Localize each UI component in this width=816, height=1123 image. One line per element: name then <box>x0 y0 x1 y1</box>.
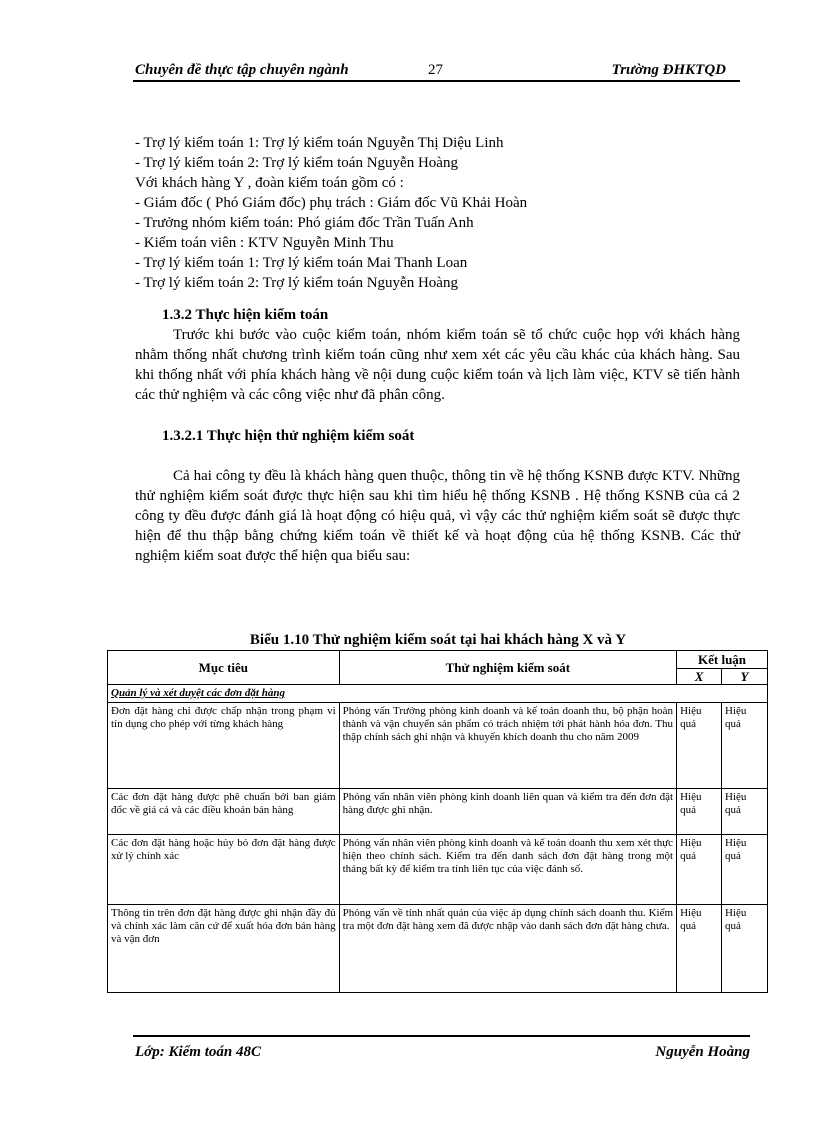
cell-test: Phỏng vấn Trưởng phòng kinh doanh và kế toán doanh thu, bộ phận hoàn thành và vận chuyển sản phẩm có trách nhiệm tới phát hành hóa đơn. Thu thập chính sách ghi nhận và khuyến khích doanh thu cho năm 2009 <box>339 703 676 789</box>
cell-test: Phỏng vấn nhân viên phòng kinh doanh và kế toán doanh thu xem xét thực hiện theo chính sách. Kiểm tra đến danh sách đơn đặt hàng trong một tháng bất kỳ để kiểm tra tính liên tục của việc đánh số. <box>339 835 676 905</box>
list-item: - Giám đốc ( Phó Giám đốc) phụ trách : Giám đốc Vũ Khải Hoàn <box>135 195 528 211</box>
cell-y: Hiệu quả <box>722 835 768 905</box>
footer-author: Nguyễn Hoàng <box>655 1044 750 1060</box>
list-item: - Kiểm toán viên : KTV Nguyễn Minh Thu <box>135 235 394 251</box>
cell-y: Hiệu quả <box>722 703 768 789</box>
table-caption: Biểu 1.10 Thử nghiệm kiểm soát tại hai khách hàng X và Y <box>249 632 627 648</box>
column-header-conclusion: Kết luận <box>677 651 768 669</box>
cell-x: Hiệu quả <box>677 905 722 993</box>
column-header-goal: Mục tiêu <box>108 651 340 685</box>
paragraph-1-3-2: Trước khi bước vào cuộc kiểm toán, nhóm kiểm toán sẽ tổ chức cuộc họp với khách hàng nhằm thống nhất chương trình kiểm toán cũng như xem xét các yêu cầu khác của khách hàng. Sau khi thống nhất với phía khách hàng về nội dung cuộc kiểm toán và lịch làm việc, KTV sẽ tiến hành các thử nghiệm và các công việc như đã phân công. <box>135 327 740 403</box>
list-item: - Trợ lý kiểm toán 2: Trợ lý kiểm toán Nguyễn Hoàng <box>135 155 458 171</box>
cell-y: Hiệu quả <box>722 905 768 993</box>
table-row <box>108 703 768 789</box>
list-item: - Trợ lý kiểm toán 2: Trợ lý kiểm toán Nguyễn Hoàng <box>135 275 458 291</box>
header-course-title: Chuyên đề thực tập chuyên ngành <box>135 62 349 78</box>
list-item: - Trưởng nhóm kiểm toán: Phó giám đốc Trần Tuấn Anh <box>135 215 474 231</box>
cell-test: Phỏng vấn nhân viên phòng kinh doanh liên quan và kiểm tra đến đơn đặt hàng được ghi nhận. <box>339 789 676 835</box>
section-heading-1-3-2: 1.3.2 Thực hiện kiểm toán <box>162 307 329 323</box>
footer-class: Lớp: Kiểm toán 48C <box>135 1044 261 1060</box>
cell-goal: Các đơn đặt hàng hoặc hủy bỏ đơn đặt hàng được xử lý chính xác <box>108 835 340 905</box>
table-row <box>108 905 768 993</box>
table-row <box>108 835 768 905</box>
list-item: - Trợ lý kiểm toán 1: Trợ lý kiểm toán Mai Thanh Loan <box>135 255 468 271</box>
list-item: - Trợ lý kiểm toán 1: Trợ lý kiểm toán Nguyễn Thị Diệu Linh <box>135 135 504 151</box>
page-number: 27 <box>428 62 443 78</box>
table-row <box>108 789 768 835</box>
document-body <box>135 133 740 566</box>
section-heading-1-3-2-1: 1.3.2.1 Thực hiện thử nghiệm kiểm soát <box>162 428 415 444</box>
cell-goal: Các đơn đặt hàng được phê chuẩn bởi ban giám đốc về giá cả và các điều khoản bán hàng <box>108 789 340 835</box>
table-section-heading: Quản lý và xét duyệt các đơn đặt hàng <box>108 685 768 703</box>
column-header-test: Thử nghiệm kiểm soát <box>339 651 676 685</box>
list-item: Với khách hàng Y , đoàn kiểm toán gồm có : <box>135 175 404 191</box>
cell-x: Hiệu quả <box>677 835 722 905</box>
cell-goal: Đơn đặt hàng chỉ được chấp nhận trong phạm vi tín dụng cho phép với từng khách hàng <box>108 703 340 789</box>
cell-y: Hiệu quả <box>722 789 768 835</box>
paragraph-1-3-2-1: Cả hai công ty đều là khách hàng quen thuộc, thông tin về hệ thống KSNB được KTV. Những thử nghiệm kiểm soát được thực hiện sau khi tìm hiểu hệ thống KSNB . Hệ thống KSNB của cả 2 công ty đều được đánh giá là hoạt động có hiệu quả, vì vậy các thử nghiệm kiểm soát sẽ được thực hiện để thu thập bằng chứng kiểm toán về thiết kế và hoạt động của hệ thống KSNB. Các thử nghiệm kiểm soat được thể hiện qua biểu sau: <box>135 468 740 564</box>
cell-test: Phỏng vấn về tính nhất quán của việc áp dụng chính sách doanh thu. Kiểm tra một đơn đặt hàng xem đã được nhập vào danh sách đơn đặt hàng chưa. <box>339 905 676 993</box>
page-header <box>133 58 740 82</box>
control-tests-table <box>107 650 768 993</box>
cell-x: Hiệu quả <box>677 703 722 789</box>
header-school: Trường ĐHKTQD <box>611 62 726 78</box>
cell-goal: Thông tin trên đơn đặt hàng được ghi nhận đầy đủ và chính xác làm căn cứ để xuất hóa đơn bán hàng và vận đơn <box>108 905 340 993</box>
column-header-x: X <box>677 669 722 685</box>
cell-x: Hiệu quả <box>677 789 722 835</box>
column-header-y: Y <box>722 669 768 685</box>
page-footer <box>133 1035 750 1060</box>
